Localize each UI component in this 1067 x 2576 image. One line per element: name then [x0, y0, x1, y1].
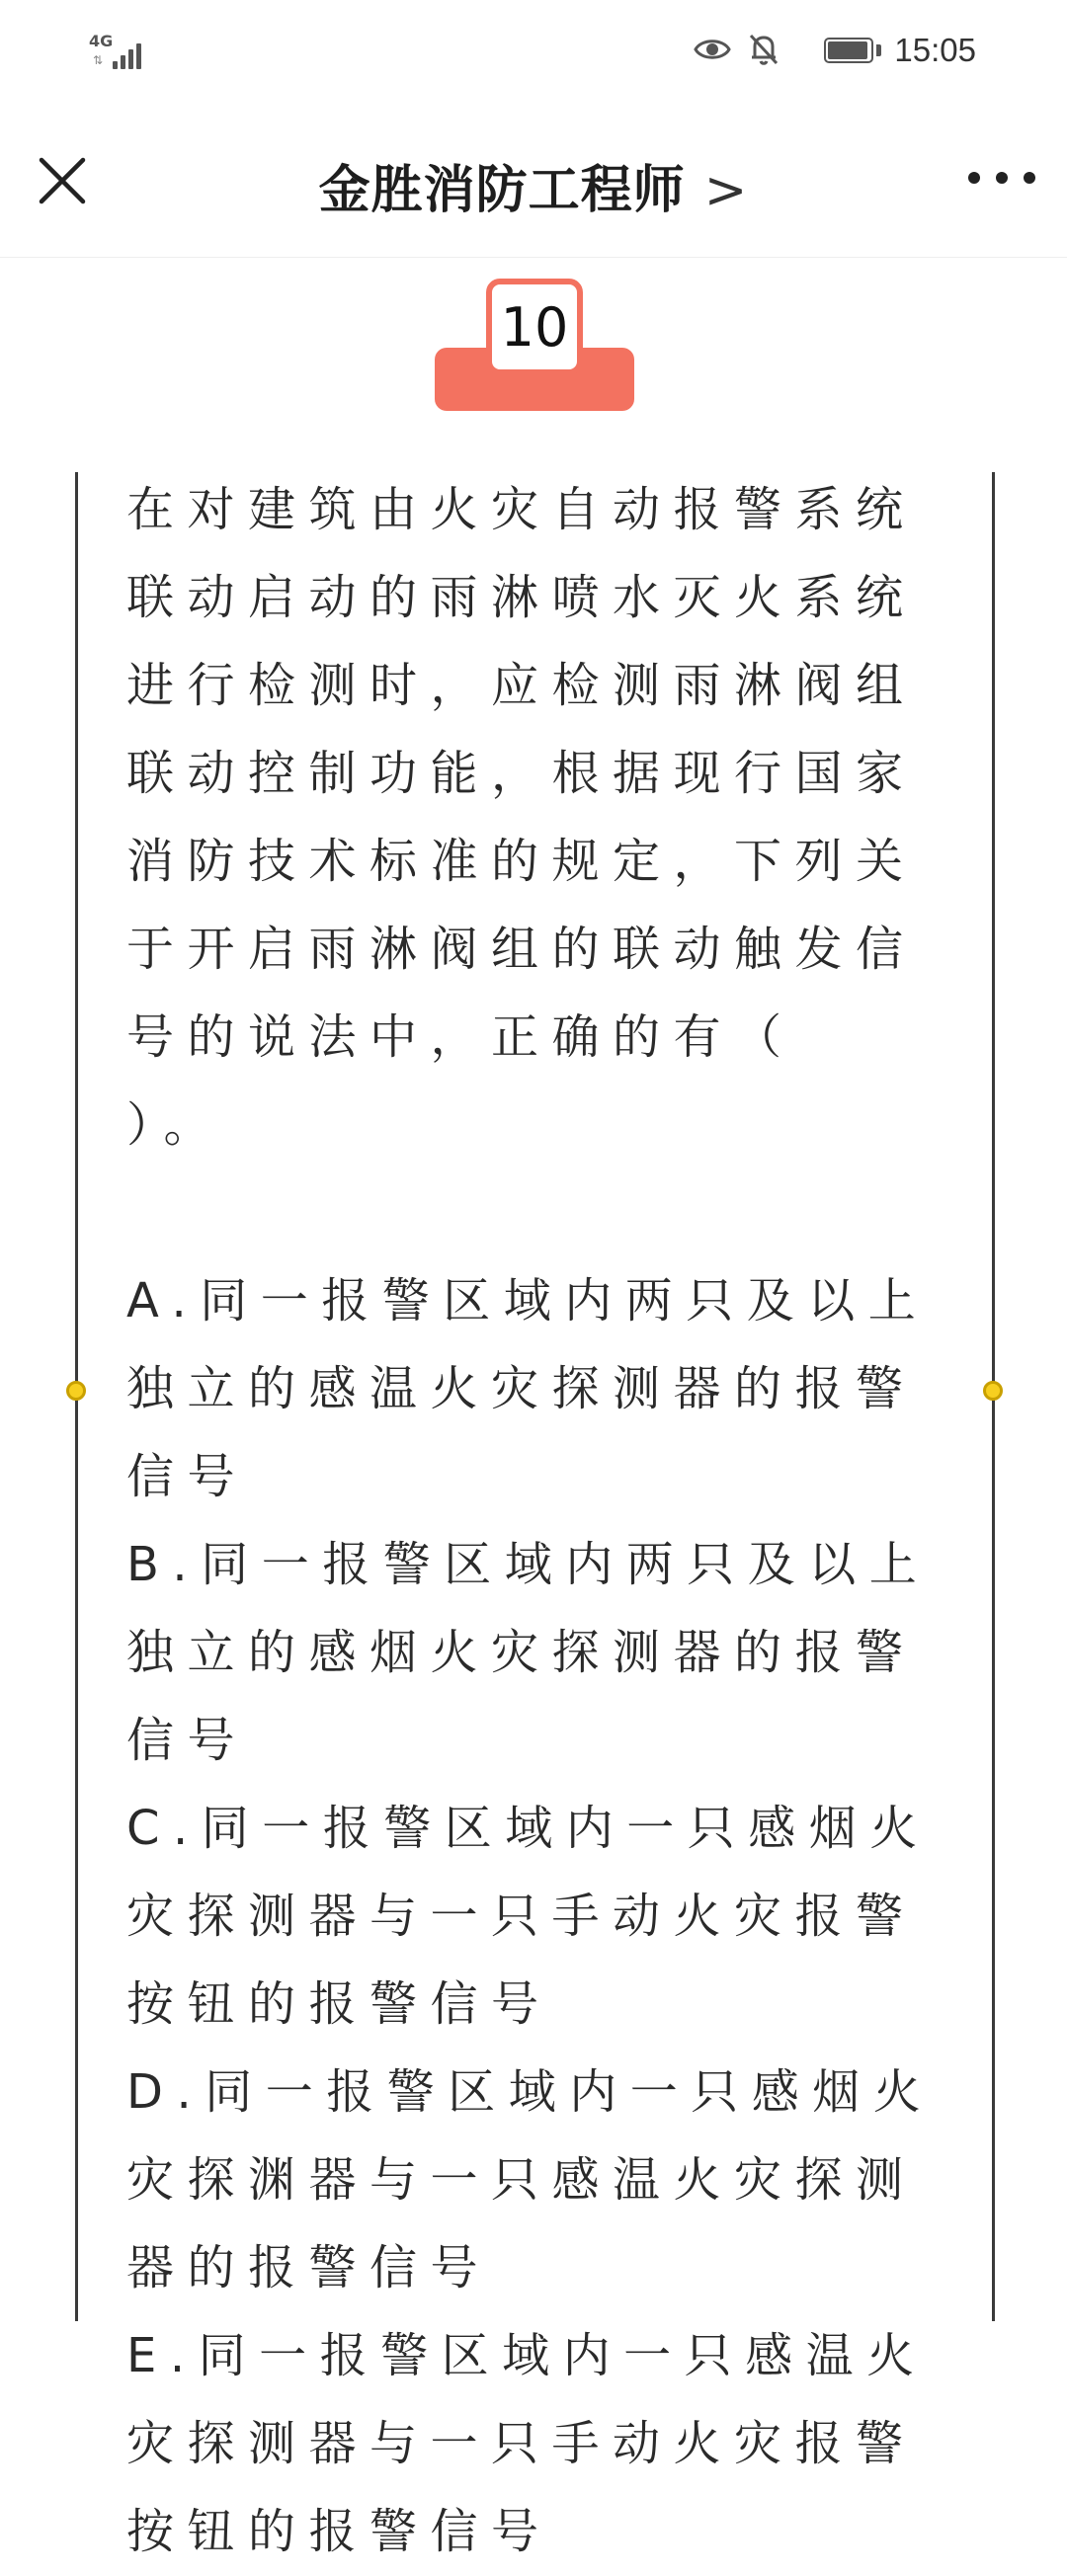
status-time: 15:05 — [894, 32, 976, 68]
option-b: B.同一报警区域内两只及以上独立的感烟火灾探测器的报警信号 — [126, 1537, 931, 1768]
option-c: C.同一报警区域内一只感烟火灾探测器与一只手动火灾报警按钮的报警信号 — [126, 1801, 931, 2032]
frame-handle-left — [66, 1381, 86, 1401]
option-d: D.同一报警区域内一只感烟火灾探渊器与一只感温火灾探测器的报警信号 — [126, 2064, 935, 2295]
page-title[interactable] — [0, 148, 1067, 222]
data-arrows-icon: ⇅ — [93, 53, 104, 67]
frame-handle-right — [983, 1381, 1003, 1401]
bell-muted-icon — [747, 32, 780, 67]
cellular-signal-icon — [89, 32, 158, 71]
account-name: 金胜消防工程师 — [318, 161, 686, 220]
question-stem: 在对建筑由火灾自动报警系统联动启动的雨淋喷水灭火系统进行检测时，应检测雨淋阀组联动控制功能，根据现行国家消防技术标准的规定，下列关于开启雨淋阀组的联动触发信号的说法中，正确的有（ ）。 — [126, 482, 917, 1153]
battery-icon — [824, 38, 881, 65]
more-options-icon[interactable] — [968, 168, 1037, 188]
question-number: 10 — [500, 296, 569, 359]
option-e: E.同一报警区域内一只感温火灾探测器与一只手动火灾报警按钮的报警信号 — [126, 2328, 928, 2559]
question-number-badge — [435, 277, 634, 415]
option-a: A.同一报警区域内两只及以上独立的感温火灾探测器的报警信号 — [126, 1273, 930, 1504]
status-bar — [0, 0, 1067, 99]
chevron-right-icon: > — [703, 161, 749, 220]
navigation-bar — [0, 119, 1067, 258]
question-content — [126, 466, 944, 2576]
eye-icon — [694, 34, 731, 65]
network-type: 4G — [89, 32, 114, 50]
